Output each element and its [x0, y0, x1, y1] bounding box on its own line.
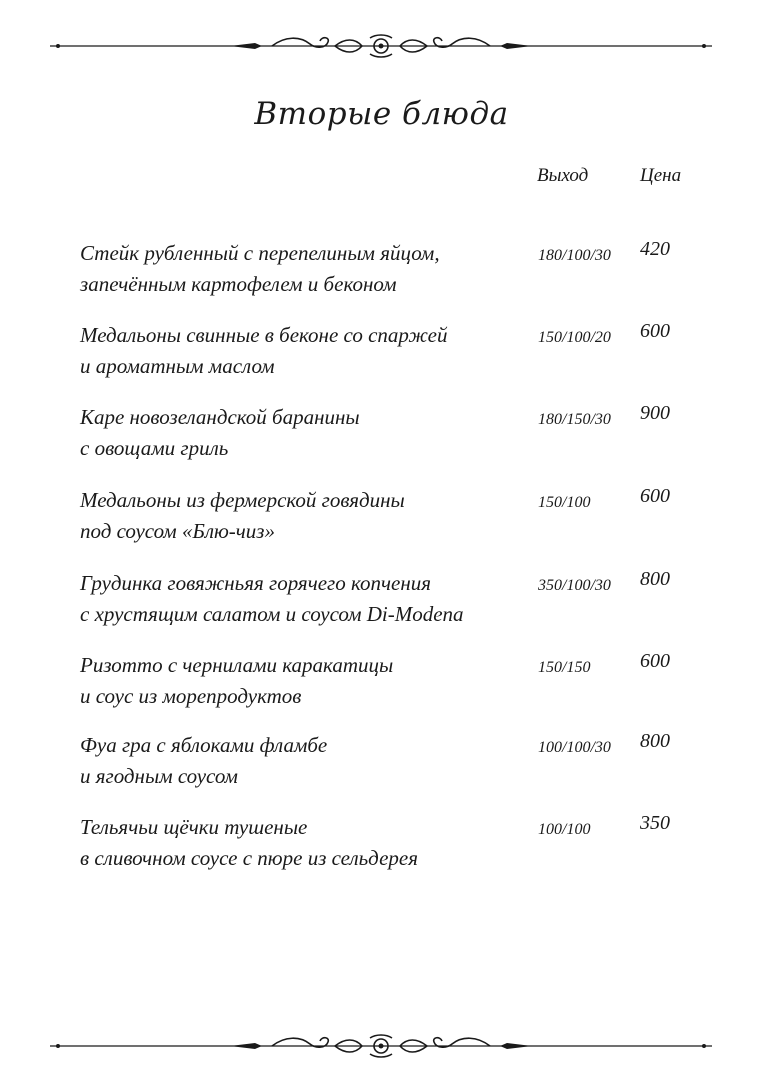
menu-item [0, 568, 763, 638]
dish-name-line-2: в сливочном соусе с пюре из сельдерея [80, 846, 418, 870]
dish-price: 420 [640, 238, 670, 260]
dish-output: 180/100/30 [538, 247, 611, 264]
dish-name-line-1: Ризотто с чернилами каракатицы [80, 653, 394, 677]
dish-price: 350 [640, 812, 670, 834]
menu-item [0, 730, 763, 800]
dish-output: 180/150/30 [538, 411, 611, 428]
page-title: Вторые блюда [254, 96, 509, 132]
column-header-price: Цена [640, 165, 682, 186]
dish-name-line-1: Медальоны свинные в беконе со спаржей [80, 323, 448, 347]
menu-item [0, 238, 763, 308]
dish-name-line-2: с овощами гриль [80, 436, 229, 460]
dish-output: 100/100 [538, 821, 591, 838]
dish-name-line-2: и ароматным маслом [80, 354, 275, 378]
dish-output: 350/100/30 [538, 577, 611, 594]
dish-name-line-1: Медальоны из фермерской говядины [80, 488, 405, 512]
dish-price: 900 [640, 402, 670, 424]
dish-name [80, 650, 530, 712]
dish-output: 150/100 [538, 494, 591, 511]
dish-name-line-2: с хрустящим салатом и соусом Di-Modena [80, 602, 464, 626]
dish-name-line-1: Стейк рубленный с перепелиным яйцом, [80, 241, 440, 265]
dish-output: 150/100/20 [538, 329, 611, 346]
dish-price: 600 [640, 320, 670, 342]
column-header-output: Выход [537, 165, 589, 186]
dish-price: 600 [640, 485, 670, 507]
menu-item [0, 812, 763, 882]
dish-name-line-2: запечённым картофелем и беконом [80, 272, 397, 296]
dish-name [80, 730, 530, 792]
dish-name [80, 485, 530, 547]
dish-name [80, 320, 530, 382]
dish-output: 100/100/30 [538, 739, 611, 756]
dish-name-line-1: Тельячьи щёчки тушеные [80, 815, 308, 839]
dish-price: 600 [640, 650, 670, 672]
menu-item [0, 485, 763, 555]
dish-name-line-1: Грудинка говяжньяя горячего копчения [80, 571, 432, 595]
dish-name-line-2: под соусом «Блю-чиз» [80, 519, 275, 543]
dish-price: 800 [640, 568, 670, 590]
menu-item [0, 402, 763, 472]
menu-item [0, 320, 763, 390]
dish-output: 150/150 [538, 659, 591, 676]
dish-name [80, 812, 530, 874]
dish-name-line-1: Фуа гра с яблоками фламбе [80, 733, 328, 757]
menu-item [0, 650, 763, 720]
dish-price: 800 [640, 730, 670, 752]
dish-name [80, 238, 530, 300]
bottom-ornament-divider [50, 1034, 712, 1058]
dish-name [80, 402, 530, 464]
dish-name-line-2: и соус из морепродуктов [80, 684, 302, 708]
dish-name-line-2: и ягодным соусом [80, 764, 238, 788]
top-ornament-divider [50, 34, 712, 58]
dish-name-line-1: Каре новозеландской баранины [80, 405, 360, 429]
dish-name [80, 568, 530, 630]
